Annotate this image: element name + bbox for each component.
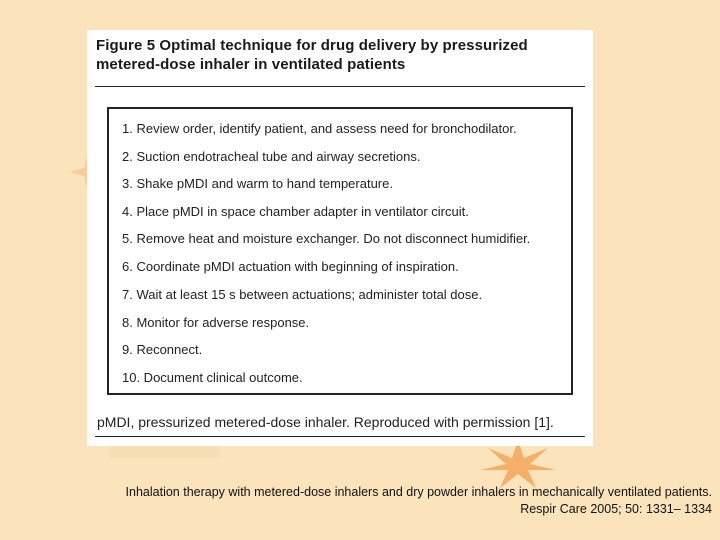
decorative-shadow — [110, 444, 220, 458]
steps-box — [107, 107, 573, 395]
caption-line1: Inhalation therapy with metered-dose inhalers and dry powder inhalers in mechanically ventilated patients. — [125, 485, 712, 499]
caption-line2: Respir Care 2005; 50: 1331– 1334 — [520, 502, 712, 516]
step-6: 6. Coordinate pMDI actuation with beginning of inspiration. — [122, 259, 459, 274]
step-8: 8. Monitor for adverse response. — [122, 315, 310, 330]
step-10: 10. Document clinical outcome. — [122, 370, 303, 385]
step-1: 1. Review order, identify patient, and assess need for bronchodilator. — [122, 121, 517, 136]
footnote-divider — [95, 436, 585, 437]
step-5: 5. Remove heat and moisture exchanger. Do not disconnect humidifier. — [122, 231, 531, 246]
step-3: 3. Shake pMDI and warm to hand temperature. — [122, 176, 393, 191]
step-9: 9. Reconnect. — [122, 342, 203, 357]
step-7: 7. Wait at least 15 s between actuations; administer total dose. — [122, 287, 483, 302]
slide-caption — [126, 484, 712, 518]
figure-title-line1: Figure 5 Optimal technique for drug delivery by pressurized — [96, 37, 528, 54]
step-2: 2. Suction endotracheal tube and airway secretions. — [122, 149, 421, 164]
figure-card — [87, 30, 593, 446]
title-divider — [95, 86, 585, 87]
figure-title — [96, 36, 588, 74]
figure-title-line2: metered-dose inhaler in ventilated patients — [96, 56, 406, 73]
step-4: 4. Place pMDI in space chamber adapter in ventilator circuit. — [122, 204, 469, 219]
figure-footnote: pMDI, pressurized metered-dose inhaler. Reproduced with permission [1]. — [97, 414, 554, 430]
